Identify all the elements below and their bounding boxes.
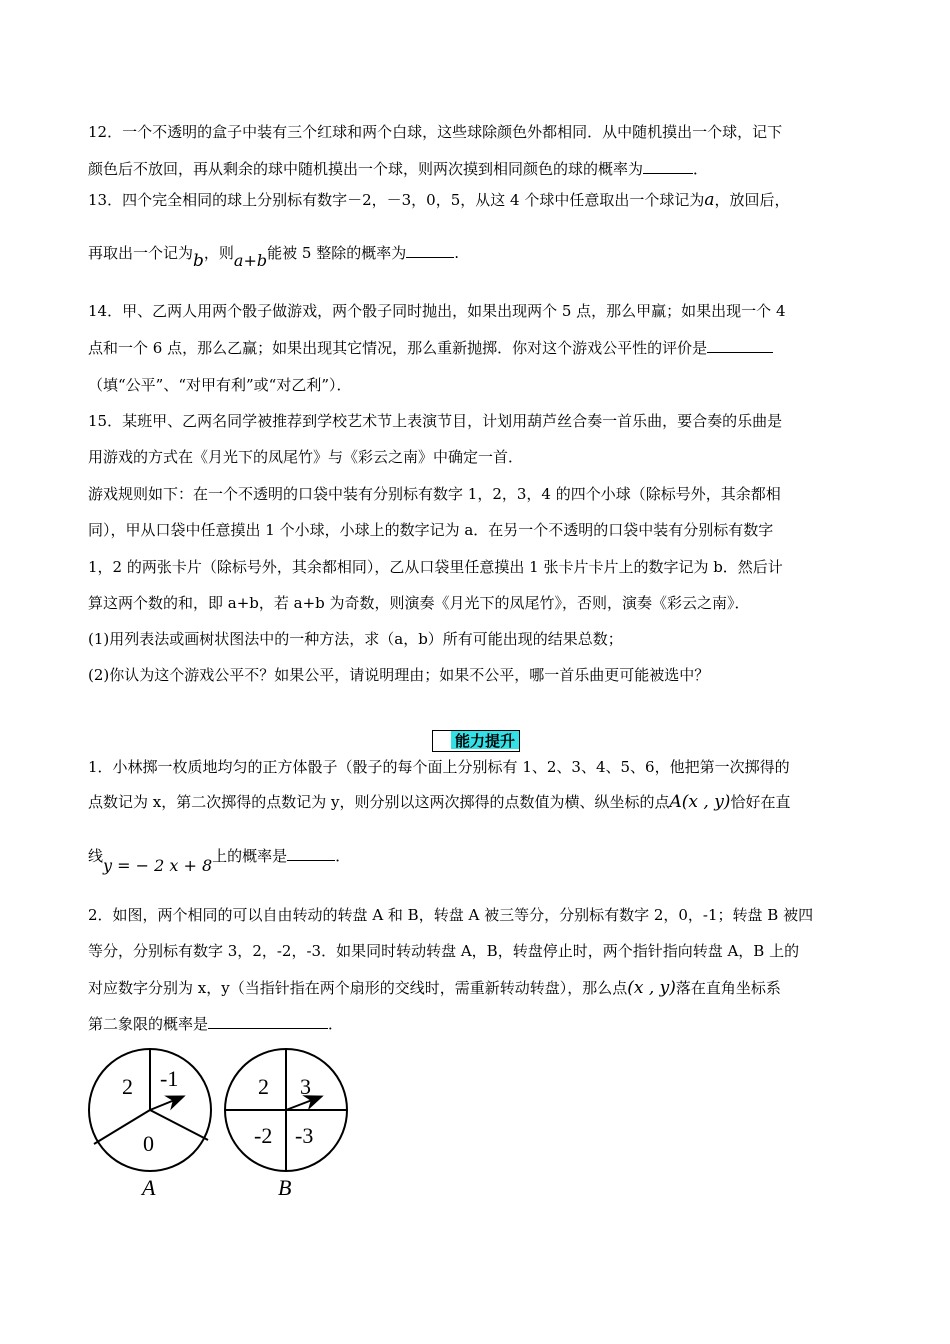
- p2-line2: 等分，分别标有数字 3，2，-2，-3．如果同时转动转盘 A，B，转盘停止时，两个指针指向转盘 A，B 上的: [88, 942, 800, 960]
- p2-end: ．: [328, 1015, 344, 1033]
- q14-line2: [88, 338, 773, 358]
- q12-line1: 12．一个不透明的盒子中装有三个红球和两个白球，这些球除颜色外都相同．从中随机摸出一个球，记下: [88, 123, 783, 141]
- q14-line3: （填“公平”、“对甲有利”或“对乙利”）．: [88, 376, 352, 394]
- q14-text2: 点和一个 6 点，那么乙赢；如果出现其它情况，那么重新抛掷．你对这个游戏公平性的评价是: [88, 339, 708, 357]
- p1-text2b: 恰好在直: [730, 793, 791, 811]
- q13-text2: 再取出一个记为: [88, 244, 194, 262]
- section-heading: [432, 730, 520, 752]
- q14-line1: 14．甲、乙两人用两个骰子做游戏，两个骰子同时抛出，如果出现两个 5 点，那么甲赢；如果出现一个 4: [88, 302, 786, 320]
- spinner-figure: [84, 1040, 364, 1210]
- spinner-b-number-2: 2: [258, 1074, 269, 1099]
- p1-text2: 点数记为 x，第二次掷得的点数记为 y，则分别以这两次掷得的点数值为横、纵坐标的点: [88, 793, 670, 811]
- spinner-a: [89, 1049, 211, 1200]
- q15-line4: 同），甲从口袋中任意摸出 1 个小球，小球上的数字记为 a．在另一个不透明的口袋中装有分别标有数字: [88, 521, 774, 539]
- spinner-a-divider-left: [94, 1110, 150, 1144]
- spinner-b-label: B: [278, 1175, 292, 1200]
- q15-line7: (1)用列表法或画树状图法中的一种方法，求（a，b）所有可能出现的结果总数；: [88, 630, 623, 648]
- p1-line1: 1．小林掷一枚质地均匀的正方体骰子（骰子的每个面上分别标有 1、2、3、4、5、6，他把第一次掷得的: [88, 758, 790, 776]
- q15-line3: 游戏规则如下：在一个不透明的口袋中装有分别标有数字 1，2，3，4 的四个小球（除标号外，其余都相: [88, 485, 781, 503]
- q12-end: ．: [693, 160, 709, 178]
- q13-line1: [88, 190, 790, 210]
- q15-line5: 1，2 的两张卡片（除标号外，其余都相同），乙从口袋里任意摸出 1 张卡片卡片上的数字记为 b．然后计: [88, 558, 783, 576]
- q13-end: .: [454, 244, 459, 262]
- q13-var-b: b: [193, 251, 204, 271]
- q12-text: 颜色后不放回，再从剩余的球中随机摸出一个球，则两次摸到相同颜色的球的概率为: [88, 160, 644, 178]
- p1-answer-blank: [287, 846, 335, 861]
- q15-line2: 用游戏的方式在《月光下的凤尾竹》与《彩云之南》中确定一首．: [88, 448, 524, 466]
- q13-text2b: ，则: [203, 244, 234, 262]
- spinner-b-number-3: 3: [300, 1074, 311, 1099]
- spinner-a-number-0: 0: [143, 1131, 154, 1156]
- p1-equation: y = − 2 x + 8: [103, 856, 213, 875]
- spinner-a-pointer: [150, 1097, 182, 1110]
- spinner-a-label: A: [142, 1175, 156, 1200]
- q13-text1b: ，放回后，: [714, 191, 790, 209]
- p2-line1: 2．如图，两个相同的可以自由转动的转盘 A 和 B，转盘 A 被三等分，分别标有数字 2，0，-1；转盘 B 被四: [88, 906, 814, 924]
- q13-text1: 13．四个完全相同的球上分别标有数字－2，－3，0，5，从这 4 个球中任意取出一个球记为: [88, 191, 705, 209]
- q13-text2c: 能被 5 整除的概率为: [267, 244, 407, 262]
- p1-line3: [88, 846, 351, 875]
- spinner-a-number-2: 2: [122, 1074, 133, 1099]
- p2-line3: [88, 978, 781, 998]
- p1-end: ．: [335, 847, 351, 865]
- q13-line2: [88, 243, 459, 271]
- q15-line6: 算这两个数的和，即 a+b，若 a+b 为奇数，则演奏《月光下的凤尾竹》，否则，演奏《彩云之南》．: [88, 594, 750, 612]
- q14-answer-blank: [707, 338, 773, 353]
- p1-text3: 线: [88, 847, 104, 865]
- spinner-b: [225, 1049, 347, 1200]
- p2-answer-blank: [208, 1014, 328, 1029]
- q13-expr: a+b: [233, 251, 268, 270]
- p2-text3b: 落在直角坐标系: [675, 979, 781, 997]
- spinner-b-number-neg2: -2: [254, 1123, 273, 1148]
- p2-text3: 对应数字分别为 x，y（当指针指在两个扇形的交线时，需重新转动转盘），那么点: [88, 979, 628, 997]
- q13-var-a: a: [704, 190, 715, 210]
- spinner-a-divider-right: [150, 1110, 208, 1140]
- p2-point: (x , y): [627, 978, 676, 998]
- p2-text4: 第二象限的概率是: [88, 1015, 209, 1033]
- p1-line2: [88, 792, 790, 812]
- section-heading-text: 能力提升: [451, 731, 519, 749]
- spinner-b-number-neg3: -3: [295, 1123, 314, 1148]
- q13-answer-blank: [406, 243, 454, 258]
- q12-line2: [88, 159, 708, 179]
- spinner-a-number-neg1: -1: [160, 1066, 179, 1091]
- q15-line1: 15．某班甲、乙两名同学被推荐到学校艺术节上表演节目，计划用葫芦丝合奏一首乐曲，要合奏的乐曲是: [88, 412, 783, 430]
- q12-answer-blank: [643, 159, 693, 174]
- q15-line8: (2)你认为这个游戏公平不？如果公平，请说明理由；如果不公平，哪一首乐曲更可能被选中？: [88, 666, 710, 684]
- p2-line4: [88, 1014, 343, 1034]
- p1-text3b: 上的概率是: [212, 847, 288, 865]
- p1-point: A(x , y): [669, 792, 731, 812]
- heading-box-icon: [433, 731, 451, 749]
